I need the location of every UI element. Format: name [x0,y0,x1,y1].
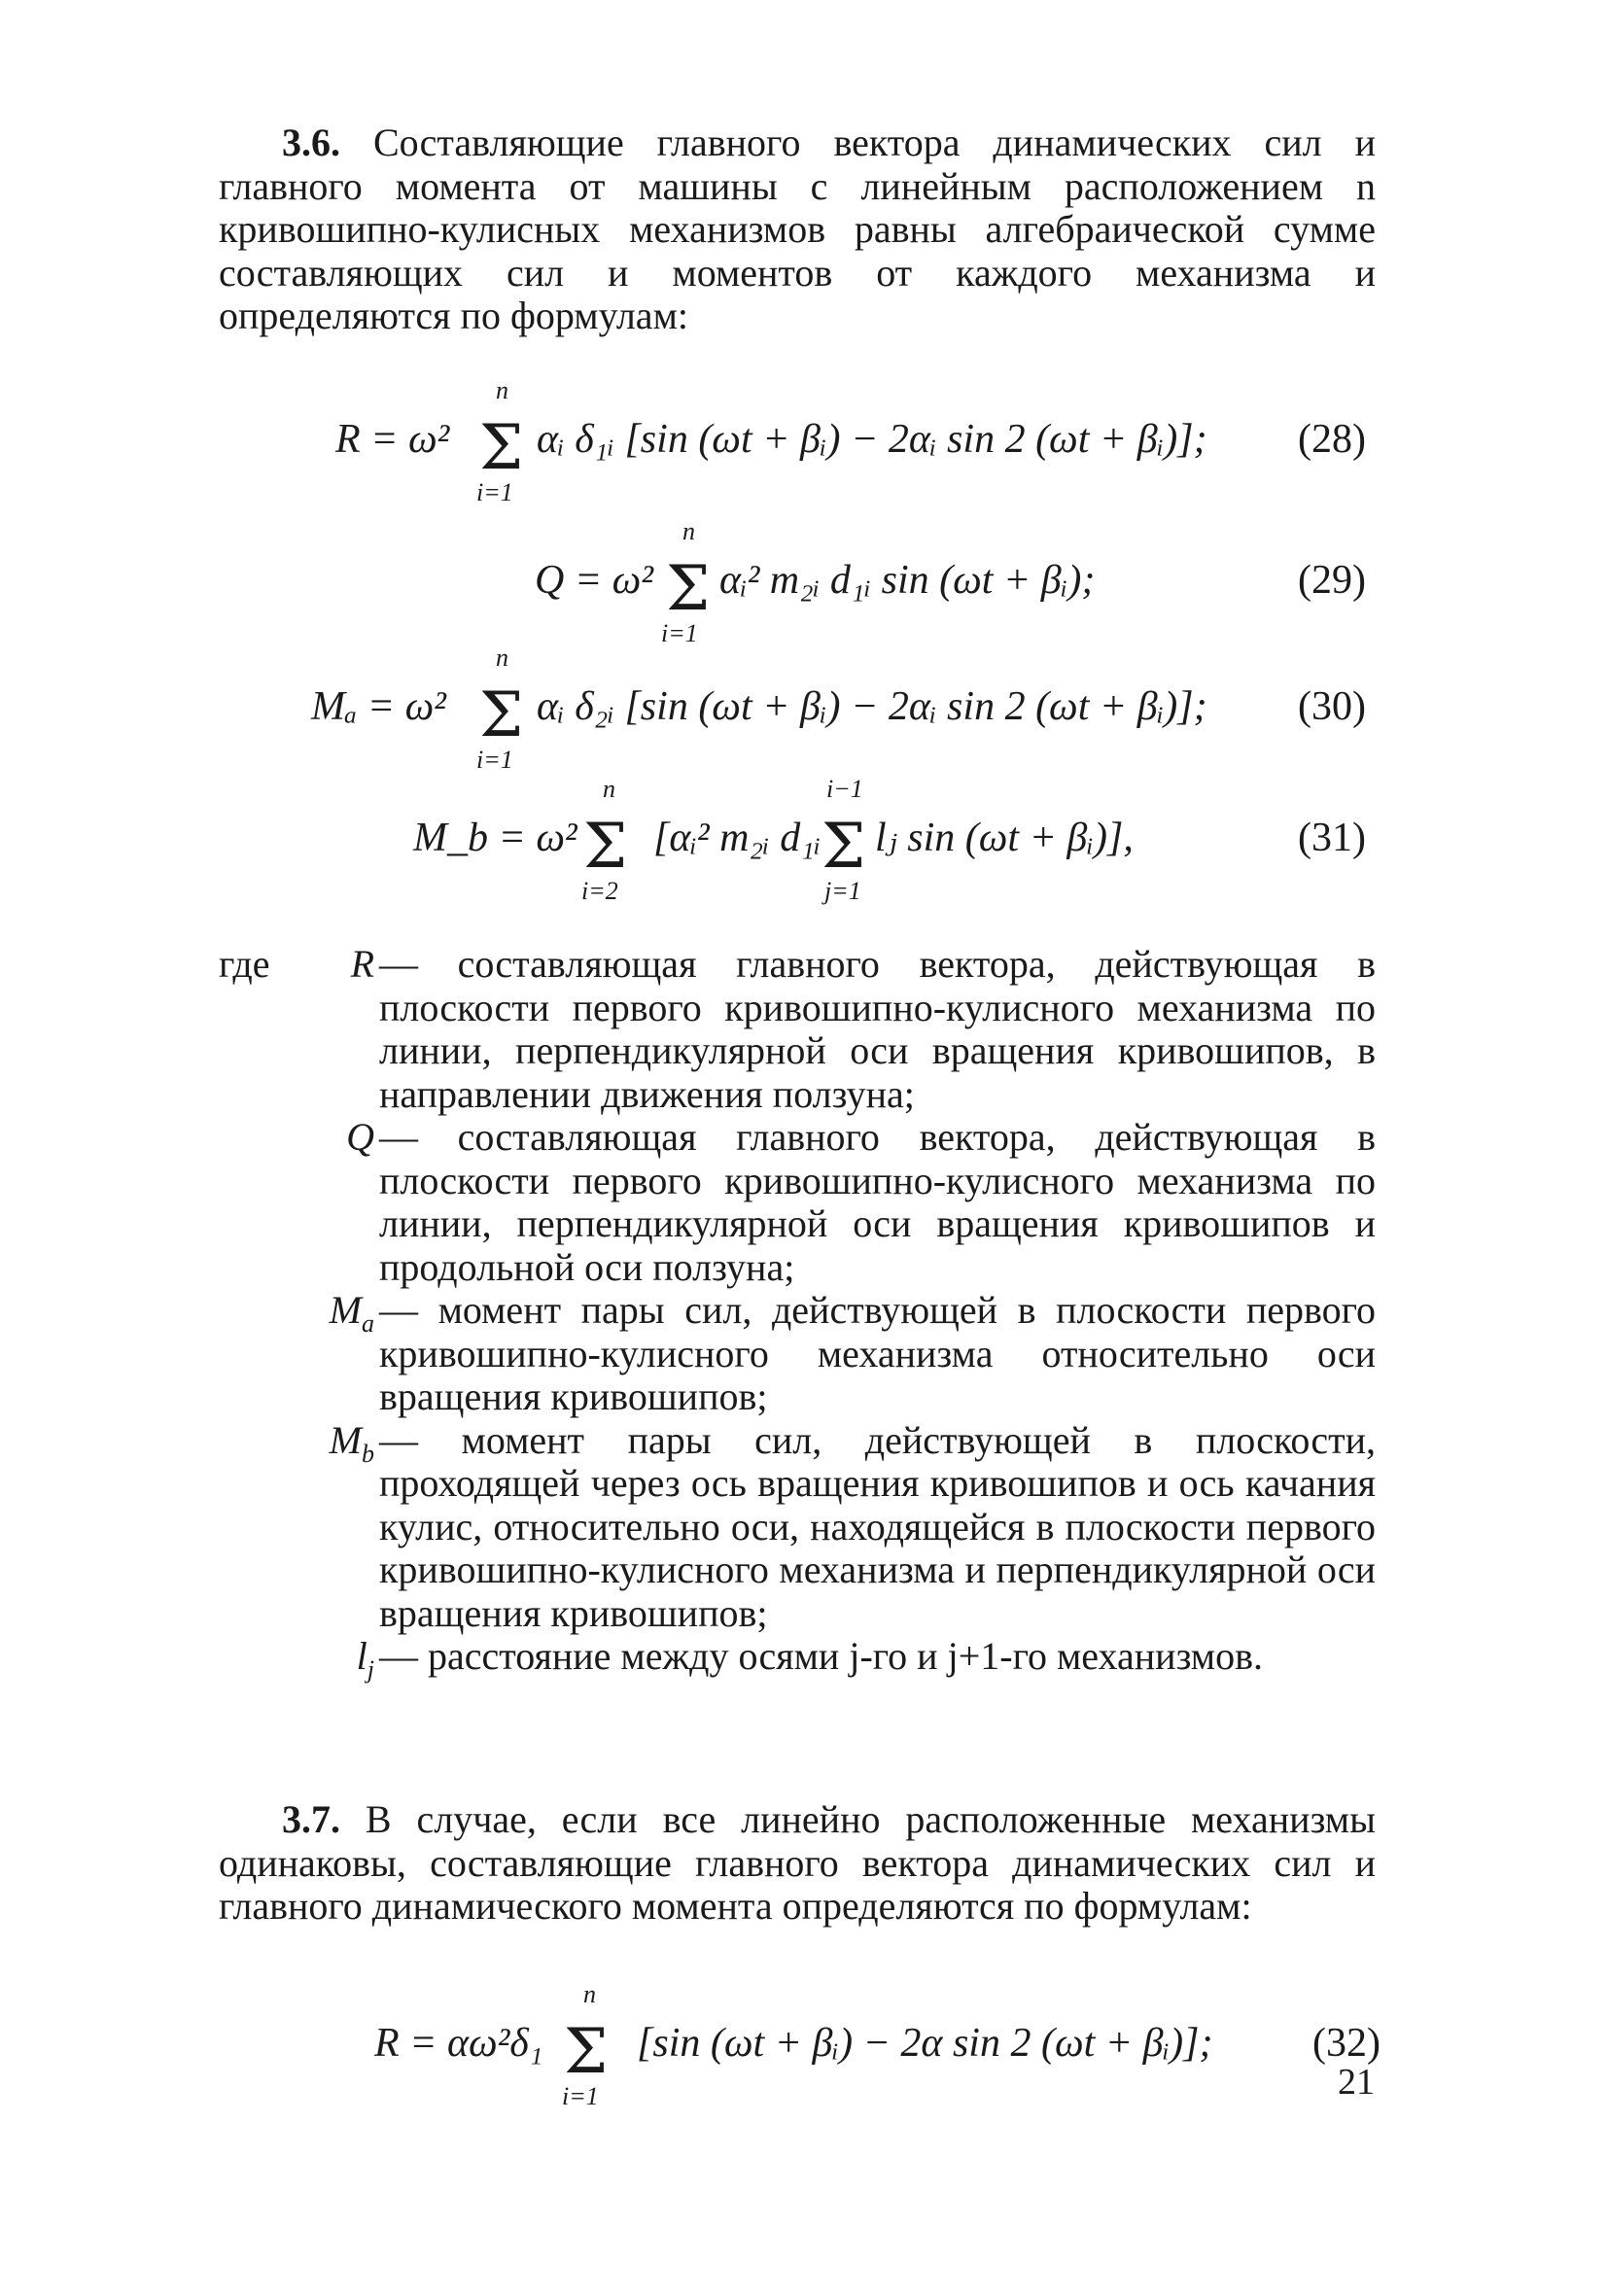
definition-text: — составляющая главного вектора, действующая в плоскости первого кривошипно-кулисного механизма по линии, перпендикулярной оси вращения кривошипов, в направлении движения ползуна; [379,942,1376,1116]
definition-symbol: Q [346,1115,374,1159]
formula-lhs: Mₐ = ω² [311,684,446,729]
definition-item [219,1289,1376,1419]
definition-symbol: $M_a$ [329,1288,374,1338]
definition-symbol: $M_b$ [329,1417,374,1468]
formula-body-part2: lⱼ sin (ωt + βᵢ)], [875,816,1134,860]
paragraph-3-7 [219,1798,1376,1929]
sum-sigma-icon: Σ [479,679,524,751]
sum-lower-limit: i=1 [562,2082,599,2110]
sum-upper-limit: n [603,775,615,803]
sum-upper-limit: n [496,376,508,404]
formula-lhs: R = ω² [335,417,450,462]
sum-sigma-icon: Σ [479,412,524,484]
sum-sigma-icon: Σ [666,553,711,625]
definition-text: — расстояние между осями j-го и j+1-го механизмов. [379,1634,1264,1678]
definition-item [219,1635,1376,1692]
sum-sigma-icon: Σ [564,2016,609,2088]
definition-text: — составляющая главного вектора, действующая в плоскости первого кривошипно-кулисного механизма по линии, перпендикулярной оси вращения кривошипов и продольной оси ползуна; [379,1115,1376,1289]
formula-lhs: M_b = ω² [413,816,577,860]
inner-sum-upper-limit: i−1 [826,775,863,803]
equation-number: (30) [1298,684,1366,729]
equation-number: (28) [1298,417,1366,462]
section-number: 3.6. [282,121,340,164]
definition-text: — момент пары сил, действующей в плоскости первого кривошипно-кулисного механизма относительно оси вращения кривошипов; [379,1288,1376,1418]
formula-31 [0,775,1608,933]
formula-28 [0,376,1608,535]
section-number: 3.7. [282,1797,340,1841]
sum-sigma-icon: Σ [583,811,628,883]
definition-lead: где [219,942,270,986]
inner-sum-sigma-icon: Σ [821,811,866,883]
equation-number: (29) [1298,558,1366,603]
definition-item [219,943,1376,1116]
formula-body: αᵢ² m₂ᵢ d₁ᵢ sin (ωt + βᵢ); [719,558,1096,603]
sum-lower-limit: i=1 [476,478,513,506]
formula-lhs: R = αω²δ₁ [374,2021,543,2066]
formula-body: αᵢ δ₂ᵢ [sin (ωt + βᵢ) − 2αᵢ sin 2 (ωt + βᵢ)]; [537,684,1207,729]
formula-body: [sin (ωt + βᵢ) − 2α sin 2 (ωt + βᵢ)]; [637,2021,1213,2066]
sum-lower-limit: i=1 [476,746,513,774]
definitions-list [219,943,1376,1692]
equation-number: (31) [1298,816,1366,860]
paragraph-3-6 [219,122,1376,338]
inner-sum-lower-limit: j=1 [824,877,861,905]
page-number: 21 [1338,2062,1375,2103]
paragraph-text: Составляющие главного вектора динамических сил и главного момента от машины с линейным расположением n кривошипно-кулисных механизмов равны алгебраической сумме составляющих сил и моментов от каждого механизма и определяются по формулам: [219,121,1377,337]
sum-upper-limit: n [496,644,508,672]
definition-text: — момент пары сил, действующей в плоскости, проходящей через ось вращения кривошипов и ось качания кулис, относительно оси, находящейся в плоскости первого кривошипно-кулисного механизма и перпендикулярной оси вращения кривошипов; [379,1417,1376,1635]
formula-body-part1: [αᵢ² m₂ᵢ d₁ᵢ [653,816,821,860]
sum-upper-limit: n [682,517,695,545]
formula-body: αᵢ δ₁ᵢ [sin (ωt + βᵢ) − 2αᵢ sin 2 (ωt + βᵢ)]; [537,417,1207,462]
paragraph-text: В случае, если все линейно расположенные механизмы одинаковы, составляющие главного вектора динамических сил и главного динамического момента определяются по формулам: [219,1797,1376,1928]
sum-upper-limit: n [583,1980,596,2008]
definition-symbol: R [350,942,374,986]
equation-number: (32) [1312,2021,1381,2066]
definition-item [219,1116,1376,1289]
formula-lhs: Q = ω² [535,558,653,603]
sum-lower-limit: i=1 [661,619,698,647]
definition-item [219,1419,1376,1636]
sum-lower-limit: i=2 [581,877,618,905]
definition-symbol: $l_j$ [356,1634,374,1684]
